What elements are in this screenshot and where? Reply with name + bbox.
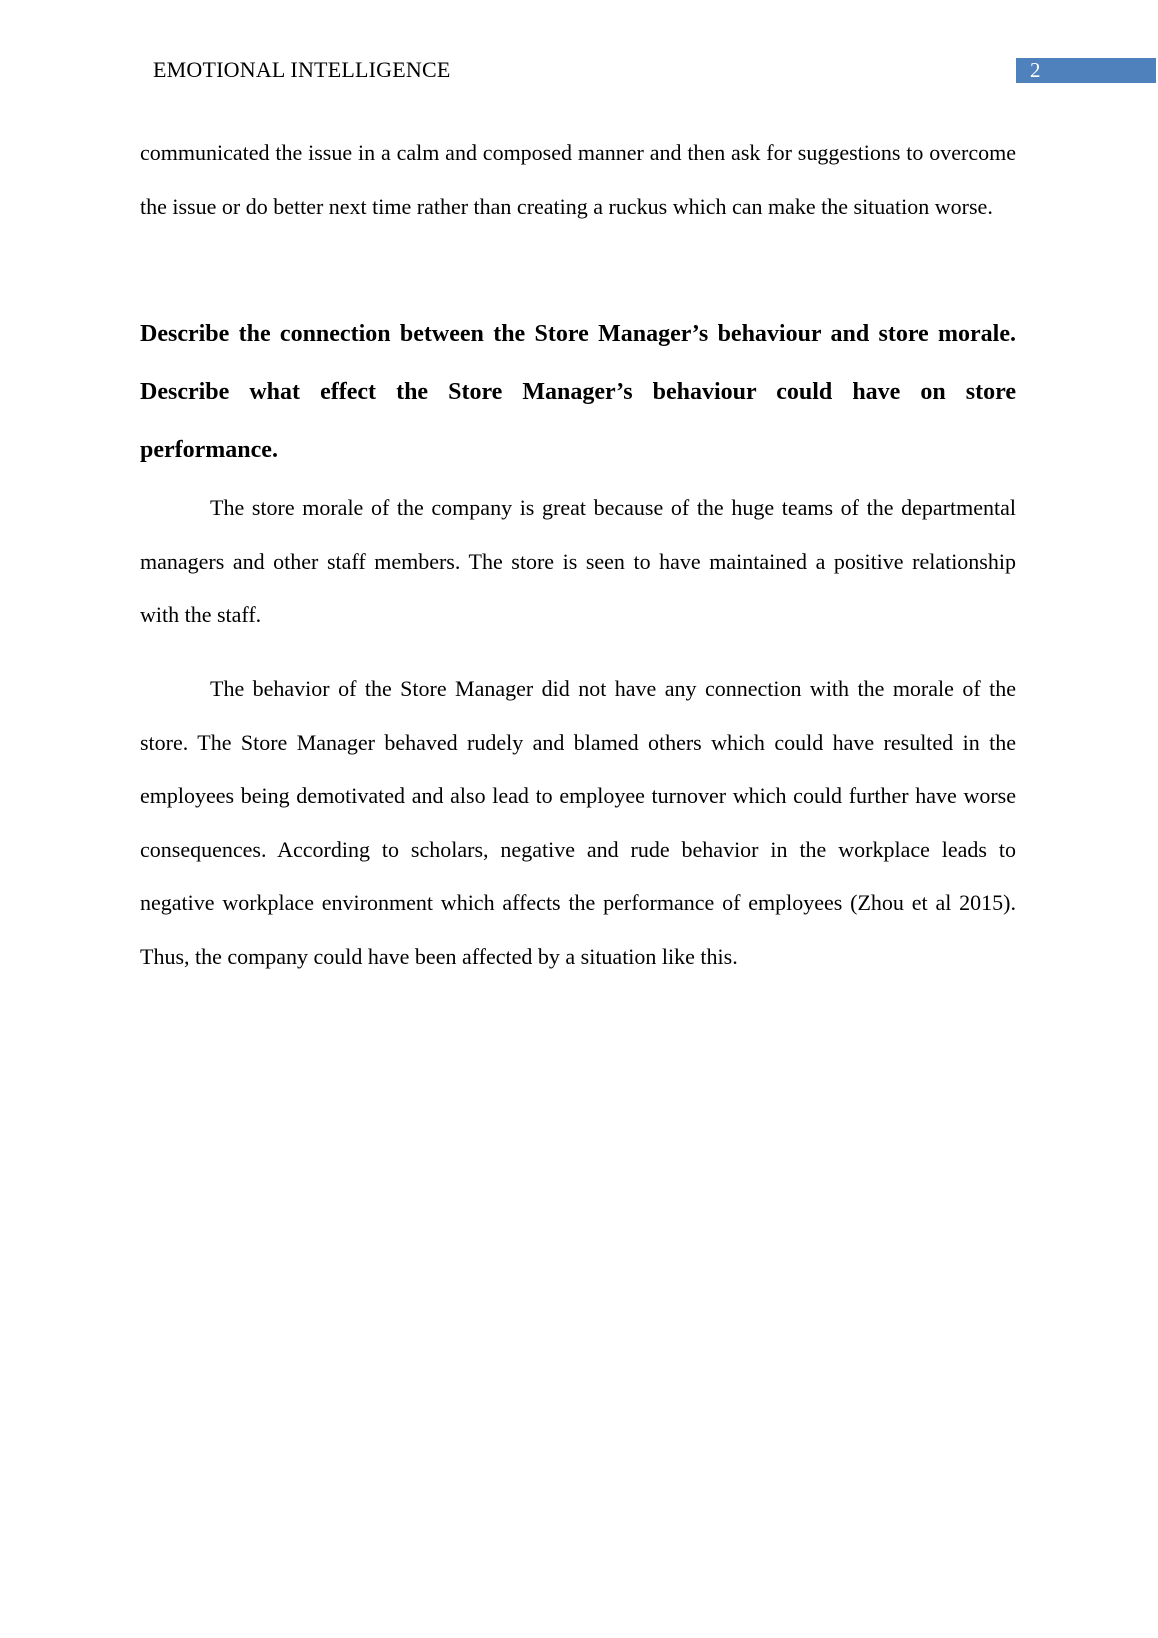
running-head: EMOTIONAL INTELLIGENCE [153,57,451,82]
paragraph-manager-behavior: The behavior of the Store Manager did not have any connection with the morale of the store. The Store Manager behaved rudely and blamed others which could have resulted in the employees being demotivated and also lead to employee turnover which could further have worse consequences. According to scholars, negative and rude behavior in the workplace leads to negative workplace environment which affects the performance of employees (Zhou et al 2015). Thus, the company could have been affected by a situation like this. [140,676,1016,969]
section-heading: Describe the connection between the Store Manager’s behaviour and store morale. Describe what effect the Store Manager’s behaviour could have on store performance. [140,321,1016,463]
paragraph-store-morale: The store morale of the company is great because of the huge teams of the departmental managers and other staff members. The store is seen to have maintained a positive relationship with the staff. [140,495,1016,628]
page-number: 2 [1030,58,1041,82]
paragraph-continuation: communicated the issue in a calm and composed manner and then ask for suggestions to overcome the issue or do better next time rather than creating a ruckus which can make the situation worse. [140,140,1016,219]
